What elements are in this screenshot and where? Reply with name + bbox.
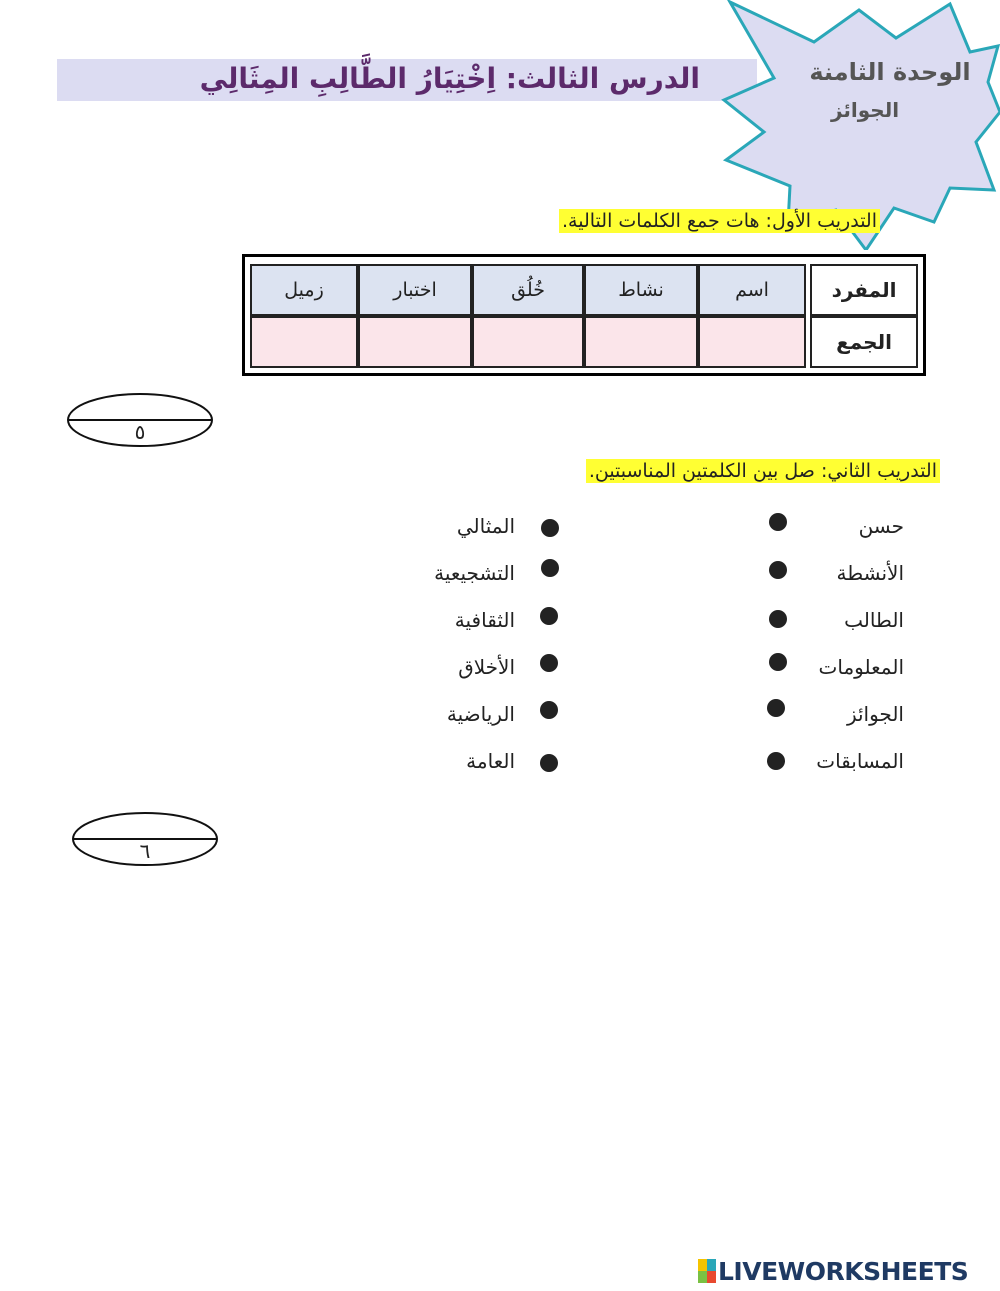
lesson-title: الدرس الثالث: اِخْتِيَارُ الطَّالِبِ المِثَالِي: [199, 62, 700, 95]
answer-input-cell[interactable]: [472, 316, 584, 368]
match-word-right: العامة: [466, 749, 515, 773]
word-cell: نشاط: [584, 264, 698, 316]
match-dot-right[interactable]: [540, 654, 558, 672]
brand-name: LIVEWORKSHEETS: [718, 1256, 969, 1286]
match-word-right: المثالي: [456, 514, 515, 538]
plural-row-label: الجمع: [810, 316, 918, 368]
match-dot-left[interactable]: [769, 610, 787, 628]
match-word-left: حسن: [858, 514, 904, 538]
match-dot-right[interactable]: [540, 754, 558, 772]
word-cell: زميل: [250, 264, 358, 316]
score-oval-exercise1: [66, 392, 214, 448]
plural-table: [242, 254, 926, 376]
match-dot-left[interactable]: [769, 561, 787, 579]
score-value: ٥: [134, 420, 146, 444]
match-dot-left[interactable]: [767, 752, 785, 770]
match-word-left: الطالب: [844, 608, 904, 632]
match-word-left: المعلومات: [818, 655, 904, 679]
liveworksheets-logo-icon: [698, 1259, 716, 1283]
match-dot-left[interactable]: [767, 699, 785, 717]
liveworksheets-logo: [698, 1256, 998, 1286]
answer-input-cell[interactable]: [358, 316, 472, 368]
answer-input-cell[interactable]: [584, 316, 698, 368]
match-word-left: المسابقات: [816, 749, 904, 773]
word-cell: خُلُق: [472, 264, 584, 316]
match-word-right: التشجيعية: [434, 561, 515, 585]
exercise1-instruction: التدريب الأول: هات جمع الكلمات التالية.: [559, 209, 880, 233]
score-value: ٦: [139, 839, 151, 863]
answer-input-cell[interactable]: [698, 316, 806, 368]
exercise2-instruction: التدريب الثاني: صل بين الكلمتين المناسبتين.: [586, 459, 940, 483]
match-dot-left[interactable]: [769, 513, 787, 531]
word-cell: اسم: [698, 264, 806, 316]
match-word-right: الأخلاق: [458, 655, 515, 679]
score-oval-exercise2: [71, 811, 219, 867]
answer-input-cell[interactable]: [250, 316, 358, 368]
match-dot-right[interactable]: [541, 519, 559, 537]
match-dot-left[interactable]: [769, 653, 787, 671]
unit-subtitle: الجوائز: [830, 98, 900, 122]
word-cell: اختبار: [358, 264, 472, 316]
match-dot-right[interactable]: [541, 559, 559, 577]
match-word-right: الثقافية: [454, 608, 515, 632]
match-dot-right[interactable]: [540, 701, 558, 719]
unit-title: الوحدة الثامنة: [809, 58, 971, 86]
match-word-right: الرياضية: [446, 702, 515, 726]
match-dot-right[interactable]: [540, 607, 558, 625]
match-word-left: الجوائز: [846, 702, 904, 726]
match-word-left: الأنشطة: [836, 561, 904, 585]
singular-row-label: المفرد: [810, 264, 918, 316]
